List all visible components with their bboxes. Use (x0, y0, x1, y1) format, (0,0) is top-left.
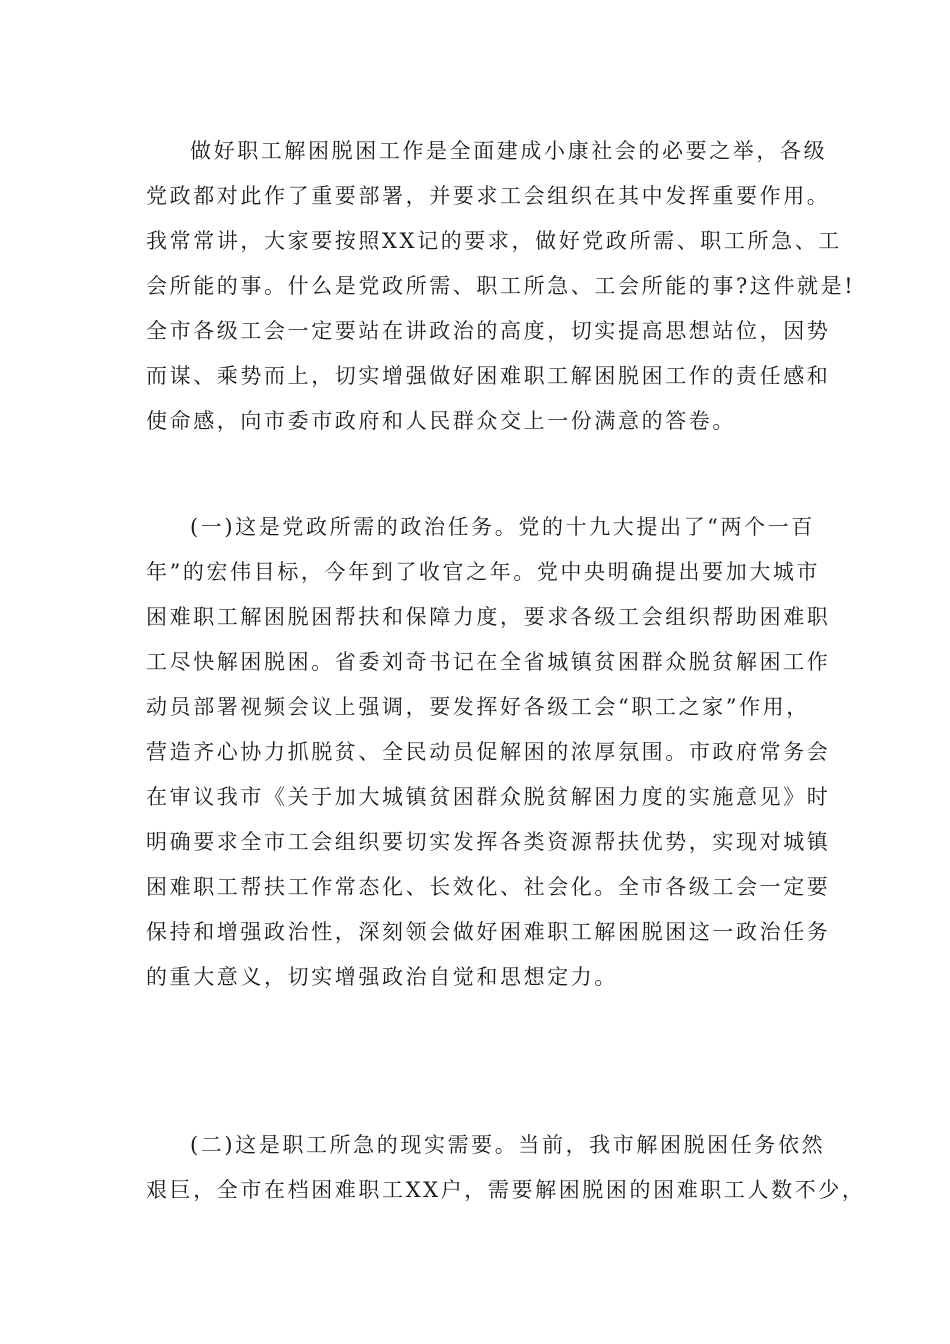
paragraph-2-line-8: 明确要求全市工会组织要切实发挥各类资源帮扶优势，实现对城镇 (146, 830, 831, 854)
paragraph-3-line-1: (二)这是职工所急的现实需要。当前，我市解困脱困任务依然 (190, 1133, 826, 1157)
paragraph-2-line-10: 保持和增强政治性，深刻领会做好困难职工解困脱困这一政治任务 (146, 920, 831, 944)
paragraph-1-line-4: 会所能的事。什么是党政所需、职工所急、工会所能的事?这件就是! (146, 274, 856, 298)
paragraph-2-line-7: 在审议我市《关于加大城镇贫困群众脱贫解困力度的实施意见》时 (146, 785, 831, 809)
paragraph-2-line-4: 工尽快解困脱困。省委刘奇书记在全省城镇贫困群众脱贫解困工作 (146, 650, 831, 674)
paragraph-1-line-3: 我常常讲，大家要按照XX记的要求，做好党政所需、职工所急、工 (146, 229, 842, 253)
paragraph-2-line-6: 营造齐心协力抓脱贫、全民动员促解困的浓厚氛围。市政府常务会 (146, 740, 831, 764)
paragraph-2-line-9: 困难职工帮扶工作常态化、长效化、社会化。全市各级工会一定要 (146, 875, 831, 899)
paragraph-2-line-5: 动员部署视频会议上强调，要发挥好各级工会“职工之家”作用， (146, 695, 810, 719)
paragraph-1-line-1: 做好职工解困脱困工作是全面建成小康社会的必要之举，各级 (190, 139, 828, 163)
paragraph-2-line-3: 困难职工解困脱困帮扶和保障力度，要求各级工会组织帮助困难职 (146, 605, 831, 629)
paragraph-2-line-2: 年”的宏伟目标，今年到了收官之年。党中央明确提出要加大城市 (146, 560, 821, 584)
paragraph-2-line-1: (一)这是党政所需的政治任务。党的十九大提出了“两个一百 (190, 515, 815, 539)
paragraph-1-line-5: 全市各级工会一定要站在讲政治的高度，切实提高思想站位，因势 (146, 319, 831, 343)
paragraph-1-line-6: 而谋、乘势而上，切实增强做好困难职工解困脱困工作的责任感和 (146, 364, 831, 388)
paragraph-3-line-2: 艰巨，全市在档困难职工XX户，需要解困脱困的困难职工人数不少， (146, 1178, 866, 1202)
paragraph-1-line-7: 使命感，向市委市政府和人民群众交上一份满意的答卷。 (146, 409, 736, 433)
paragraph-1-line-2: 党政都对此作了重要部署，并要求工会组织在其中发挥重要作用。 (146, 184, 831, 208)
paragraph-2-line-11: 的重大意义，切实增强政治自觉和思想定力。 (146, 965, 618, 989)
